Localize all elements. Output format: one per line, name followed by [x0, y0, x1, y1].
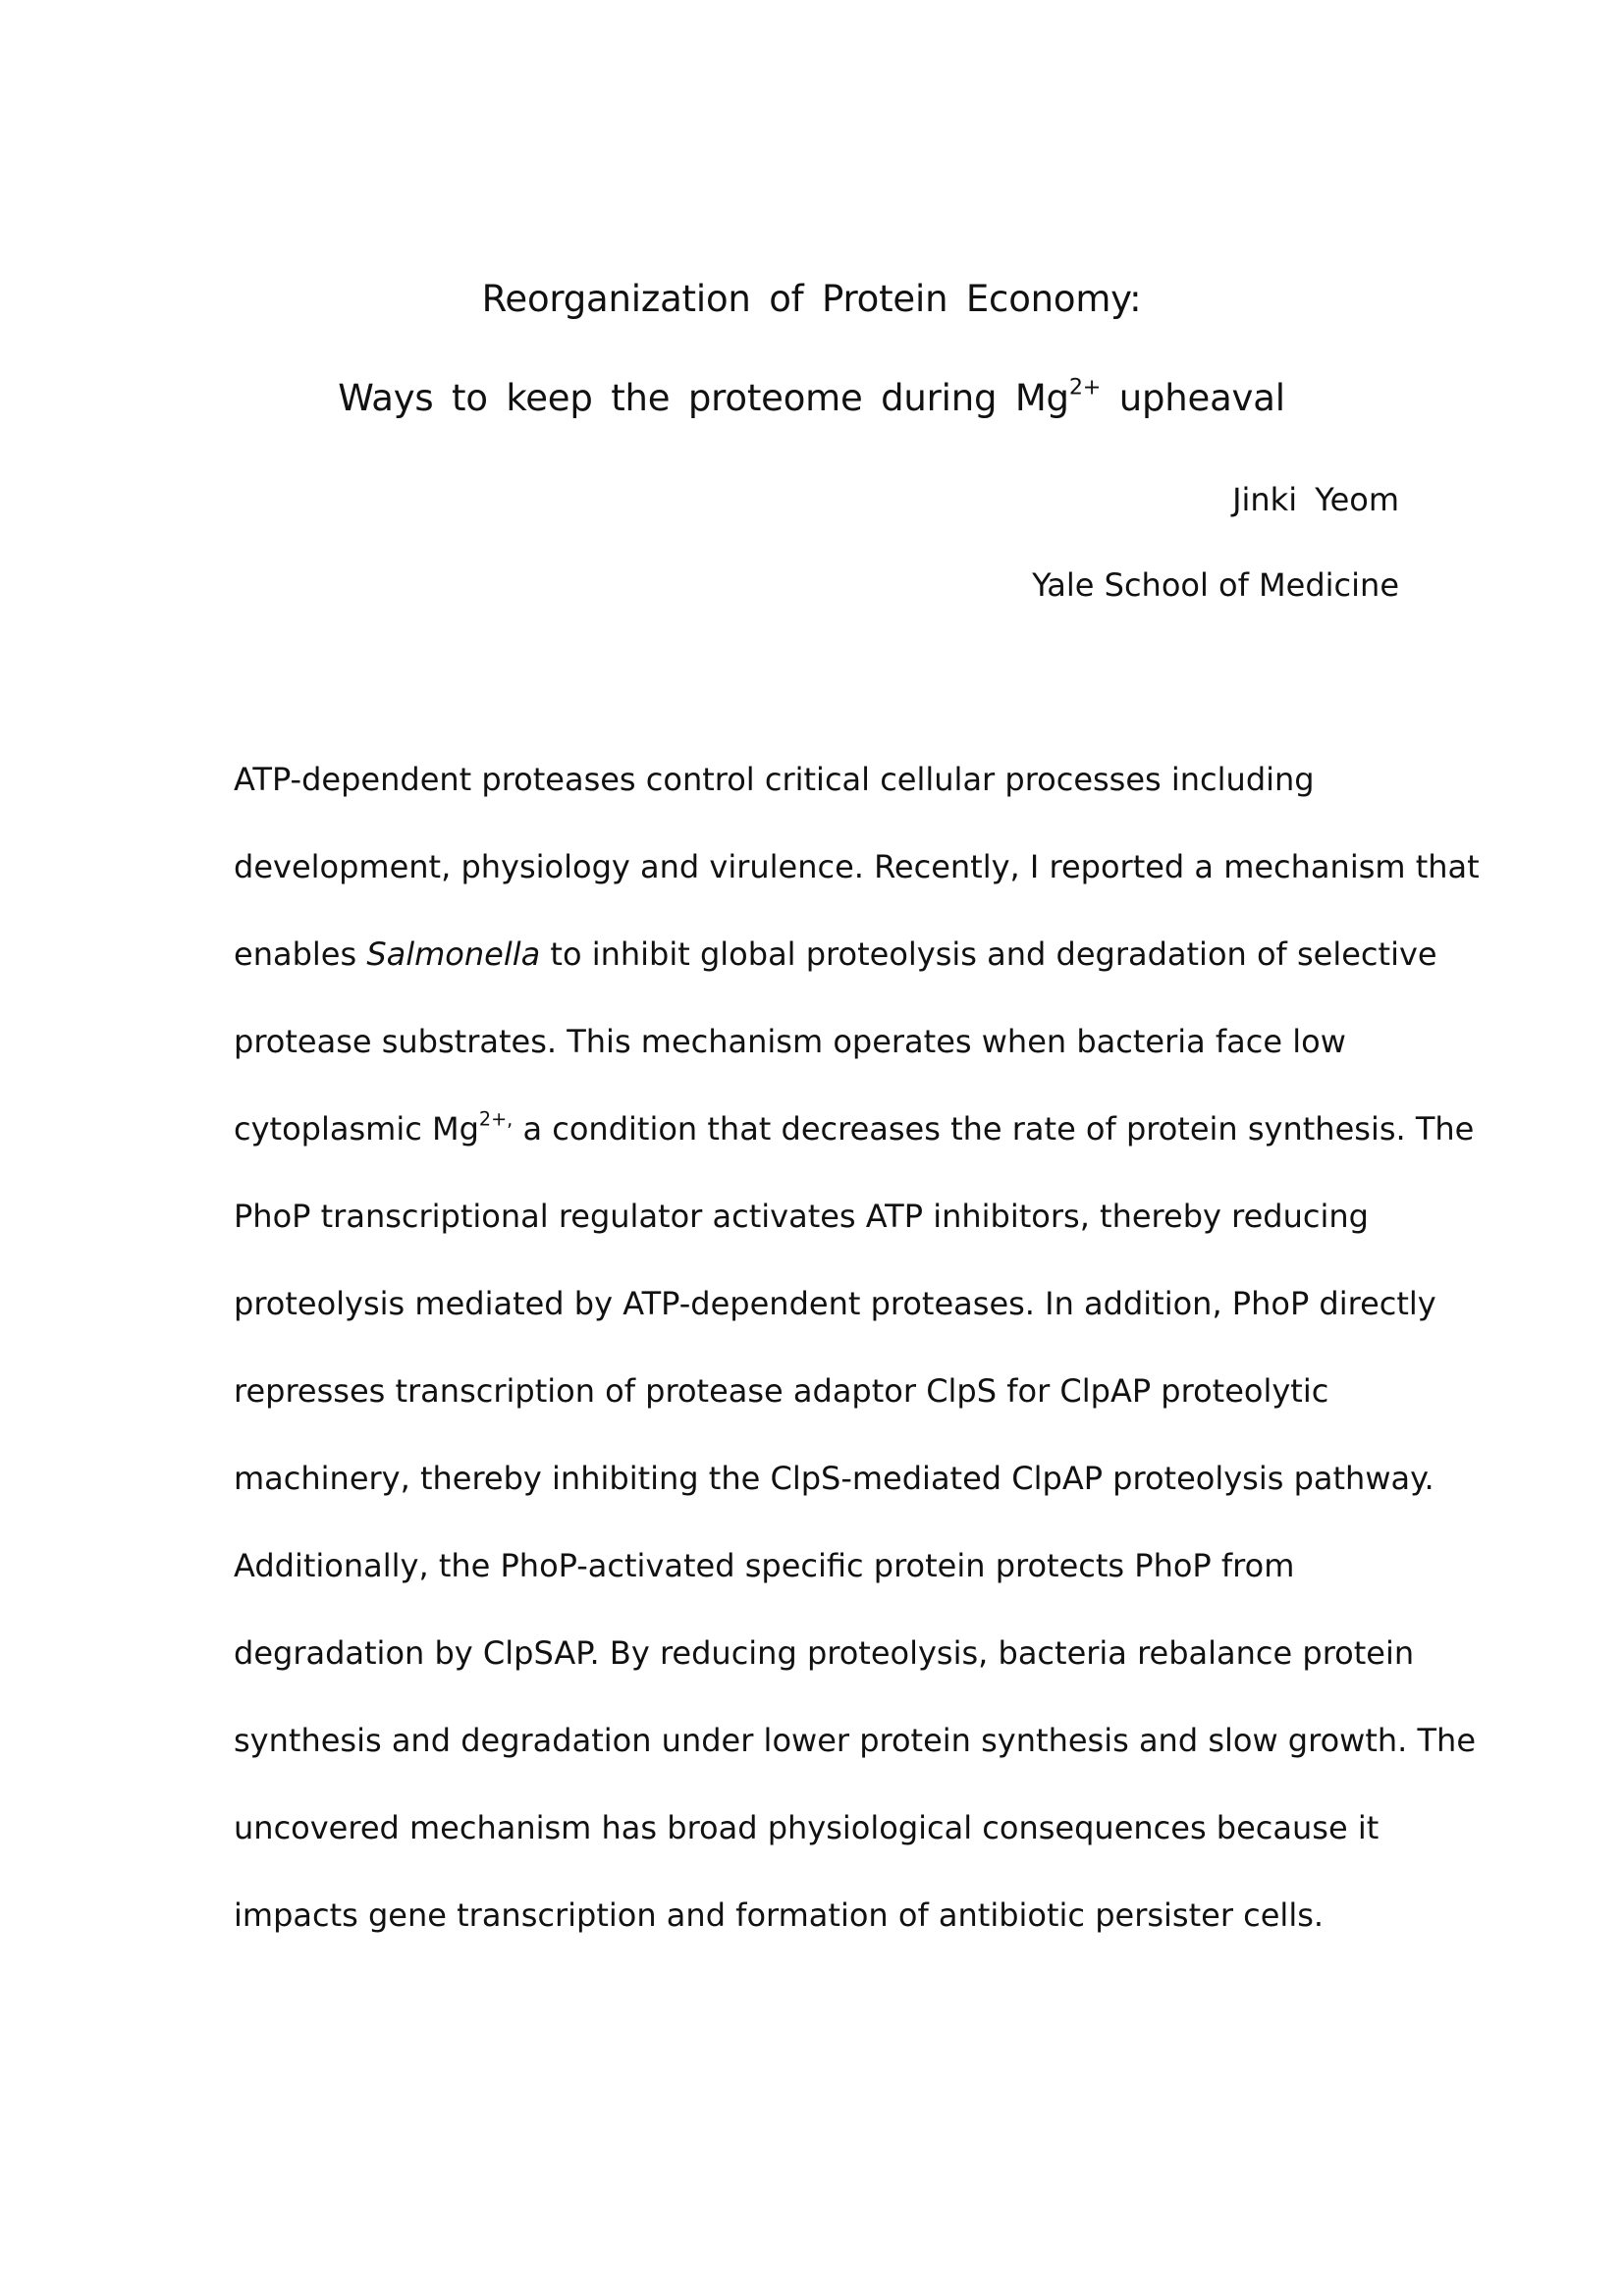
abstract-line: Additionally, the PhoP-activated specific protein protects PhoP from [234, 1547, 1295, 1584]
title-line-2-text: Ways to keep the proteome during Mg [338, 377, 1069, 419]
abstract-line: proteolysis mediated by ATP-dependent proteases. In addition, PhoP directly [234, 1285, 1436, 1322]
abstract-text: cytoplasmic Mg [234, 1110, 479, 1148]
abstract-line: uncovered mechanism has broad physiological consequences because it [234, 1809, 1380, 1846]
abstract-line: machinery, thereby inhibiting the ClpS-mediated ClpAP proteolysis pathway. [234, 1460, 1434, 1497]
abstract-body [234, 736, 1480, 1959]
abstract-line: represses transcription of protease adaptor ClpS for ClpAP proteolytic [234, 1372, 1329, 1410]
title-line-1: Reorganization of Protein Economy: [481, 278, 1142, 320]
abstract-line: ATP-dependent proteases control critical cellular processes including [234, 761, 1315, 798]
author-affiliation: Yale School of Medicine [1032, 566, 1399, 604]
abstract-line [234, 911, 1437, 998]
title-superscript: 2+ [1068, 374, 1102, 400]
title-line-2-tail: upheaval [1101, 377, 1285, 419]
abstract-line [234, 1086, 1475, 1173]
organism-name: Salmonella [366, 935, 541, 973]
abstract-text: a condition that decreases the rate of protein synthesis. The [513, 1110, 1475, 1148]
abstract-line: degradation by ClpSAP. By reducing proteolysis, bacteria rebalance protein [234, 1634, 1415, 1672]
abstract-line: PhoP transcriptional regulator activates ATP inhibitors, thereby reducing [234, 1198, 1369, 1235]
abstract-line: synthesis and degradation under lower protein synthesis and slow growth. The [234, 1722, 1476, 1759]
abstract-line: development, physiology and virulence. Recently, I reported a mechanism that [234, 848, 1480, 885]
abstract-line: impacts gene transcription and formation of antibiotic persister cells. [234, 1896, 1325, 1934]
abstract-text: to inhibit global proteolysis and degradation of selective [540, 935, 1437, 973]
author-name: Jinki Yeom [1232, 481, 1399, 518]
abstract-text: enables [234, 935, 367, 973]
abstract-line: protease substrates. This mechanism operates when bacteria face low [234, 1023, 1346, 1060]
abstract-superscript: 2+, [478, 1107, 514, 1131]
title-line-2 [0, 374, 1623, 419]
